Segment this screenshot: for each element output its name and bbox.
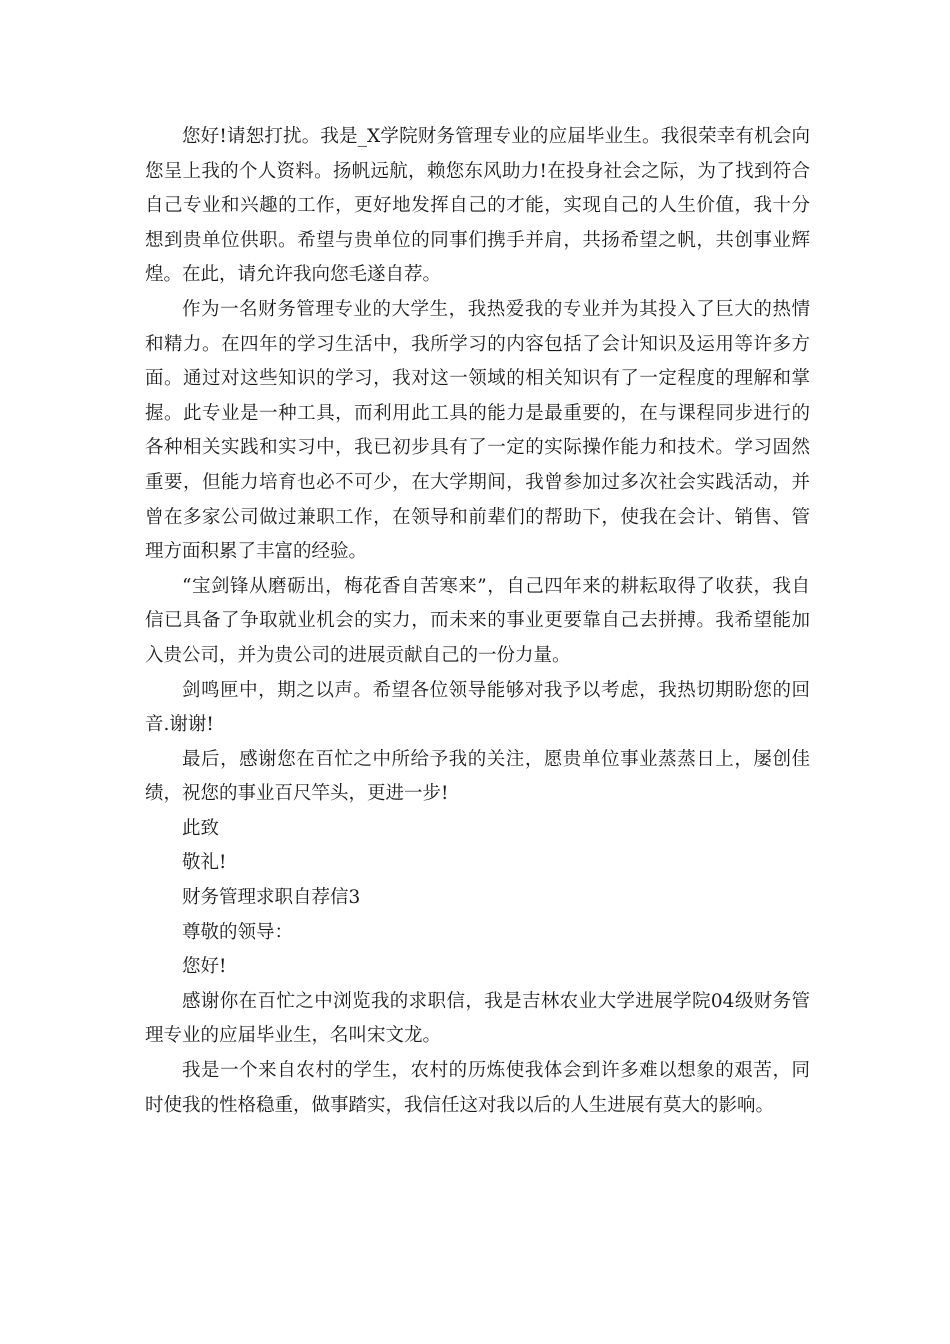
paragraph-major: 作为一名财务管理专业的大学生，我热爱我的专业并为其投入了巨大的热情和精力。在四年的学习生活中，我所学习的内容包括了会计知识及运用等许多方面。通过对这些知识的学习，我对这一领域的相关知识有了一定程度的理解和掌握。此专业是一种工具，而利用此工具的能力是最重要的，在与课程同步进行的各种相关实践和实习中，我已初步具有了一定的实际操作能力和技术。学习固然重要，但能力培育也必不可少，在大学期间，我曾参加过多次社会实践活动，并曾在多家公司做过兼职工作，在领导和前辈们的帮助下，使我在会计、销售、管理方面积累了丰富的经验。 [145, 298, 810, 563]
letter-title: 财务管理求职自荐信3 [182, 887, 361, 909]
paragraph-self-intro: 感谢你在百忙之中浏览我的求职信，我是吉林农业大学进展学院04级财务管理专业的应届毕业生，名叫宋文龙。 [145, 990, 810, 1047]
greeting: 您好! [182, 956, 227, 978]
paragraph-background: 我是一个来自农村的学生，农村的历炼使我体会到许多难以想象的艰苦，同时使我的性格稳重，做事踏实，我信任这对我以后的人生进展有莫大的影响。 [145, 1060, 810, 1116]
document-page [145, 120, 810, 1123]
closing-cizhi: 此致 [182, 817, 220, 839]
paragraph-quote: “宝剑锋从磨砺出，梅花香自苦寒来”，自己四年来的耕耘取得了收获，我自信已具备了争取就业机会的实力，而未来的事业更要靠自己去拼搏。我希望能加入贵公司，并为贵公司的进展贡献自己的一份力量。 [145, 575, 810, 666]
paragraph-intro: 您好!请恕打扰。我是_X学院财务管理专业的应届毕业生。我很荣幸有机会向您呈上我的个人资料。扬帆远航，赖您东风助力!在投身社会之际，为了找到符合自己专业和兴趣的工作，更好地发挥自己的才能，实现自己的人生价值，我十分想到贵单位供职。希望与贵单位的同事们携手并肩，共扬希望之帆，共创事业辉煌。在此，请允许我向您毛遂自荐。 [145, 126, 811, 286]
paragraph-hope: 剑鸣匣中，期之以声。希望各位领导能够对我予以考虑，我热切期盼您的回音.谢谢! [145, 679, 810, 736]
salutation: 尊敬的领导： [182, 921, 294, 943]
closing-jingli: 敬礼! [182, 852, 227, 874]
paragraph-thanks: 最后，感谢您在百忙之中所给予我的关注，愿贵单位事业蒸蒸日上，屡创佳绩，祝您的事业百尺竿头，更进一步! [145, 748, 810, 805]
